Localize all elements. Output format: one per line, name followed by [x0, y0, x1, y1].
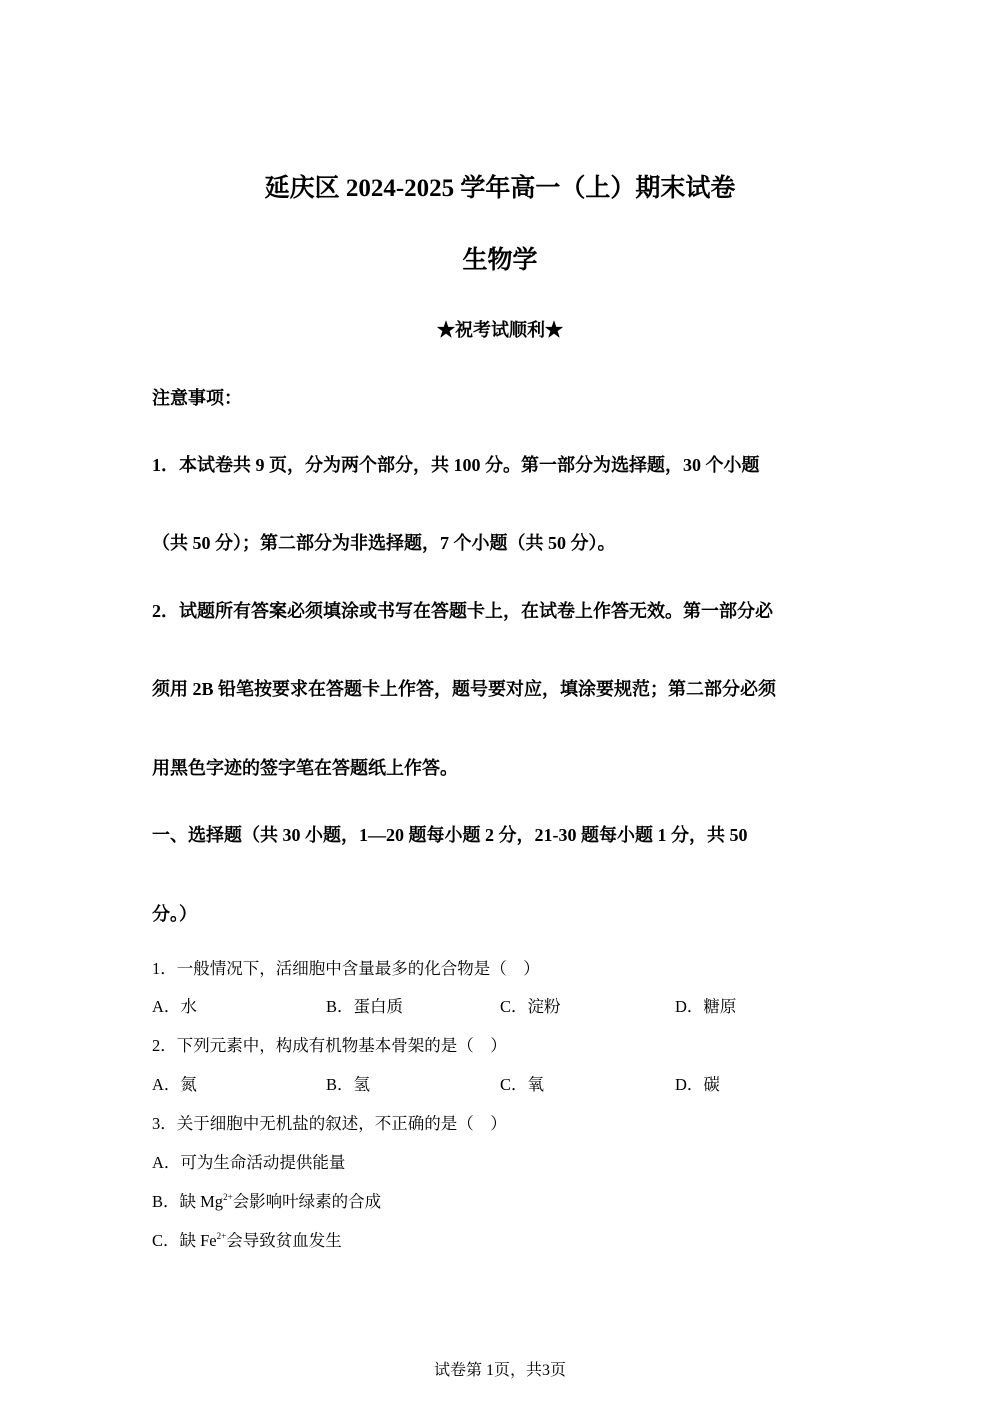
question-1-option-c: C．淀粉 [500, 997, 561, 1016]
question-3-option-a: A．可为生命活动提供能量 [152, 1153, 346, 1172]
notice-line-5: 用黑色字迹的签字笔在答题纸上作答。 [152, 758, 458, 778]
exam-subject: 生物学 [462, 247, 538, 274]
exam-title: 延庆区 2024-2025 学年高一（上）期末试卷 [264, 175, 736, 202]
question-3-option-b-post: 会影响叶绿素的合成 [232, 1192, 382, 1211]
question-3-option-b-pre: B．缺 Mg [152, 1192, 224, 1211]
question-2-stem: 2．下列元素中，构成有机物基本骨架的是（ ） [152, 1036, 507, 1055]
superscript-charge: 2+ [216, 1231, 227, 1241]
question-3-stem: 3．关于细胞中无机盐的叙述，不正确的是（ ） [152, 1114, 507, 1133]
question-3-option-c-pre: C．缺 Fe [152, 1231, 217, 1250]
superscript-charge: 2+ [223, 1192, 233, 1202]
question-1-option-b: B．蛋白质 [326, 997, 404, 1016]
question-2-option-c: C．氧 [500, 1075, 545, 1094]
exam-blessing: ★祝考试顺利★ [437, 320, 563, 340]
page-footer: 试卷第 1页，共3页 [433, 1362, 566, 1379]
notice-heading: 注意事项： [152, 388, 242, 408]
notice-line-1: 1．本试卷共 9 页，分为两个部分，共 100 分。第一部分为选择题，30 个小题 [152, 455, 760, 475]
notice-line-3: 2．试题所有答案必须填涂或书写在答题卡上，在试卷上作答无效。第一部分必 [152, 601, 773, 621]
section-heading-line-1: 一、选择题（共 30 小题，1—20 题每小题 2 分，21-30 题每小题 1 分，共 50 [152, 825, 748, 845]
question-1-stem: 1．一般情况下，活细胞中含量最多的化合物是（ ） [152, 959, 540, 978]
question-2-option-d: D．碳 [675, 1075, 720, 1094]
question-3-option-c [152, 1227, 342, 1251]
question-3-option-b [152, 1188, 381, 1212]
notice-line-4: 须用 2B 铅笔按要求在答题卡上作答，题号要对应，填涂要规范；第二部分必须 [152, 679, 777, 699]
section-heading-line-2: 分。） [152, 904, 197, 924]
question-1-option-a: A．水 [152, 997, 197, 1016]
question-2-option-a: A．氮 [152, 1075, 197, 1094]
question-3-option-c-post: 会导致贫血发生 [226, 1231, 342, 1250]
question-1-option-d: D．糖原 [675, 997, 737, 1016]
notice-line-2: （共 50 分）；第二部分为非选择题，7 个小题（共 50 分）。 [152, 533, 616, 553]
question-2-option-b: B．氢 [326, 1075, 371, 1094]
